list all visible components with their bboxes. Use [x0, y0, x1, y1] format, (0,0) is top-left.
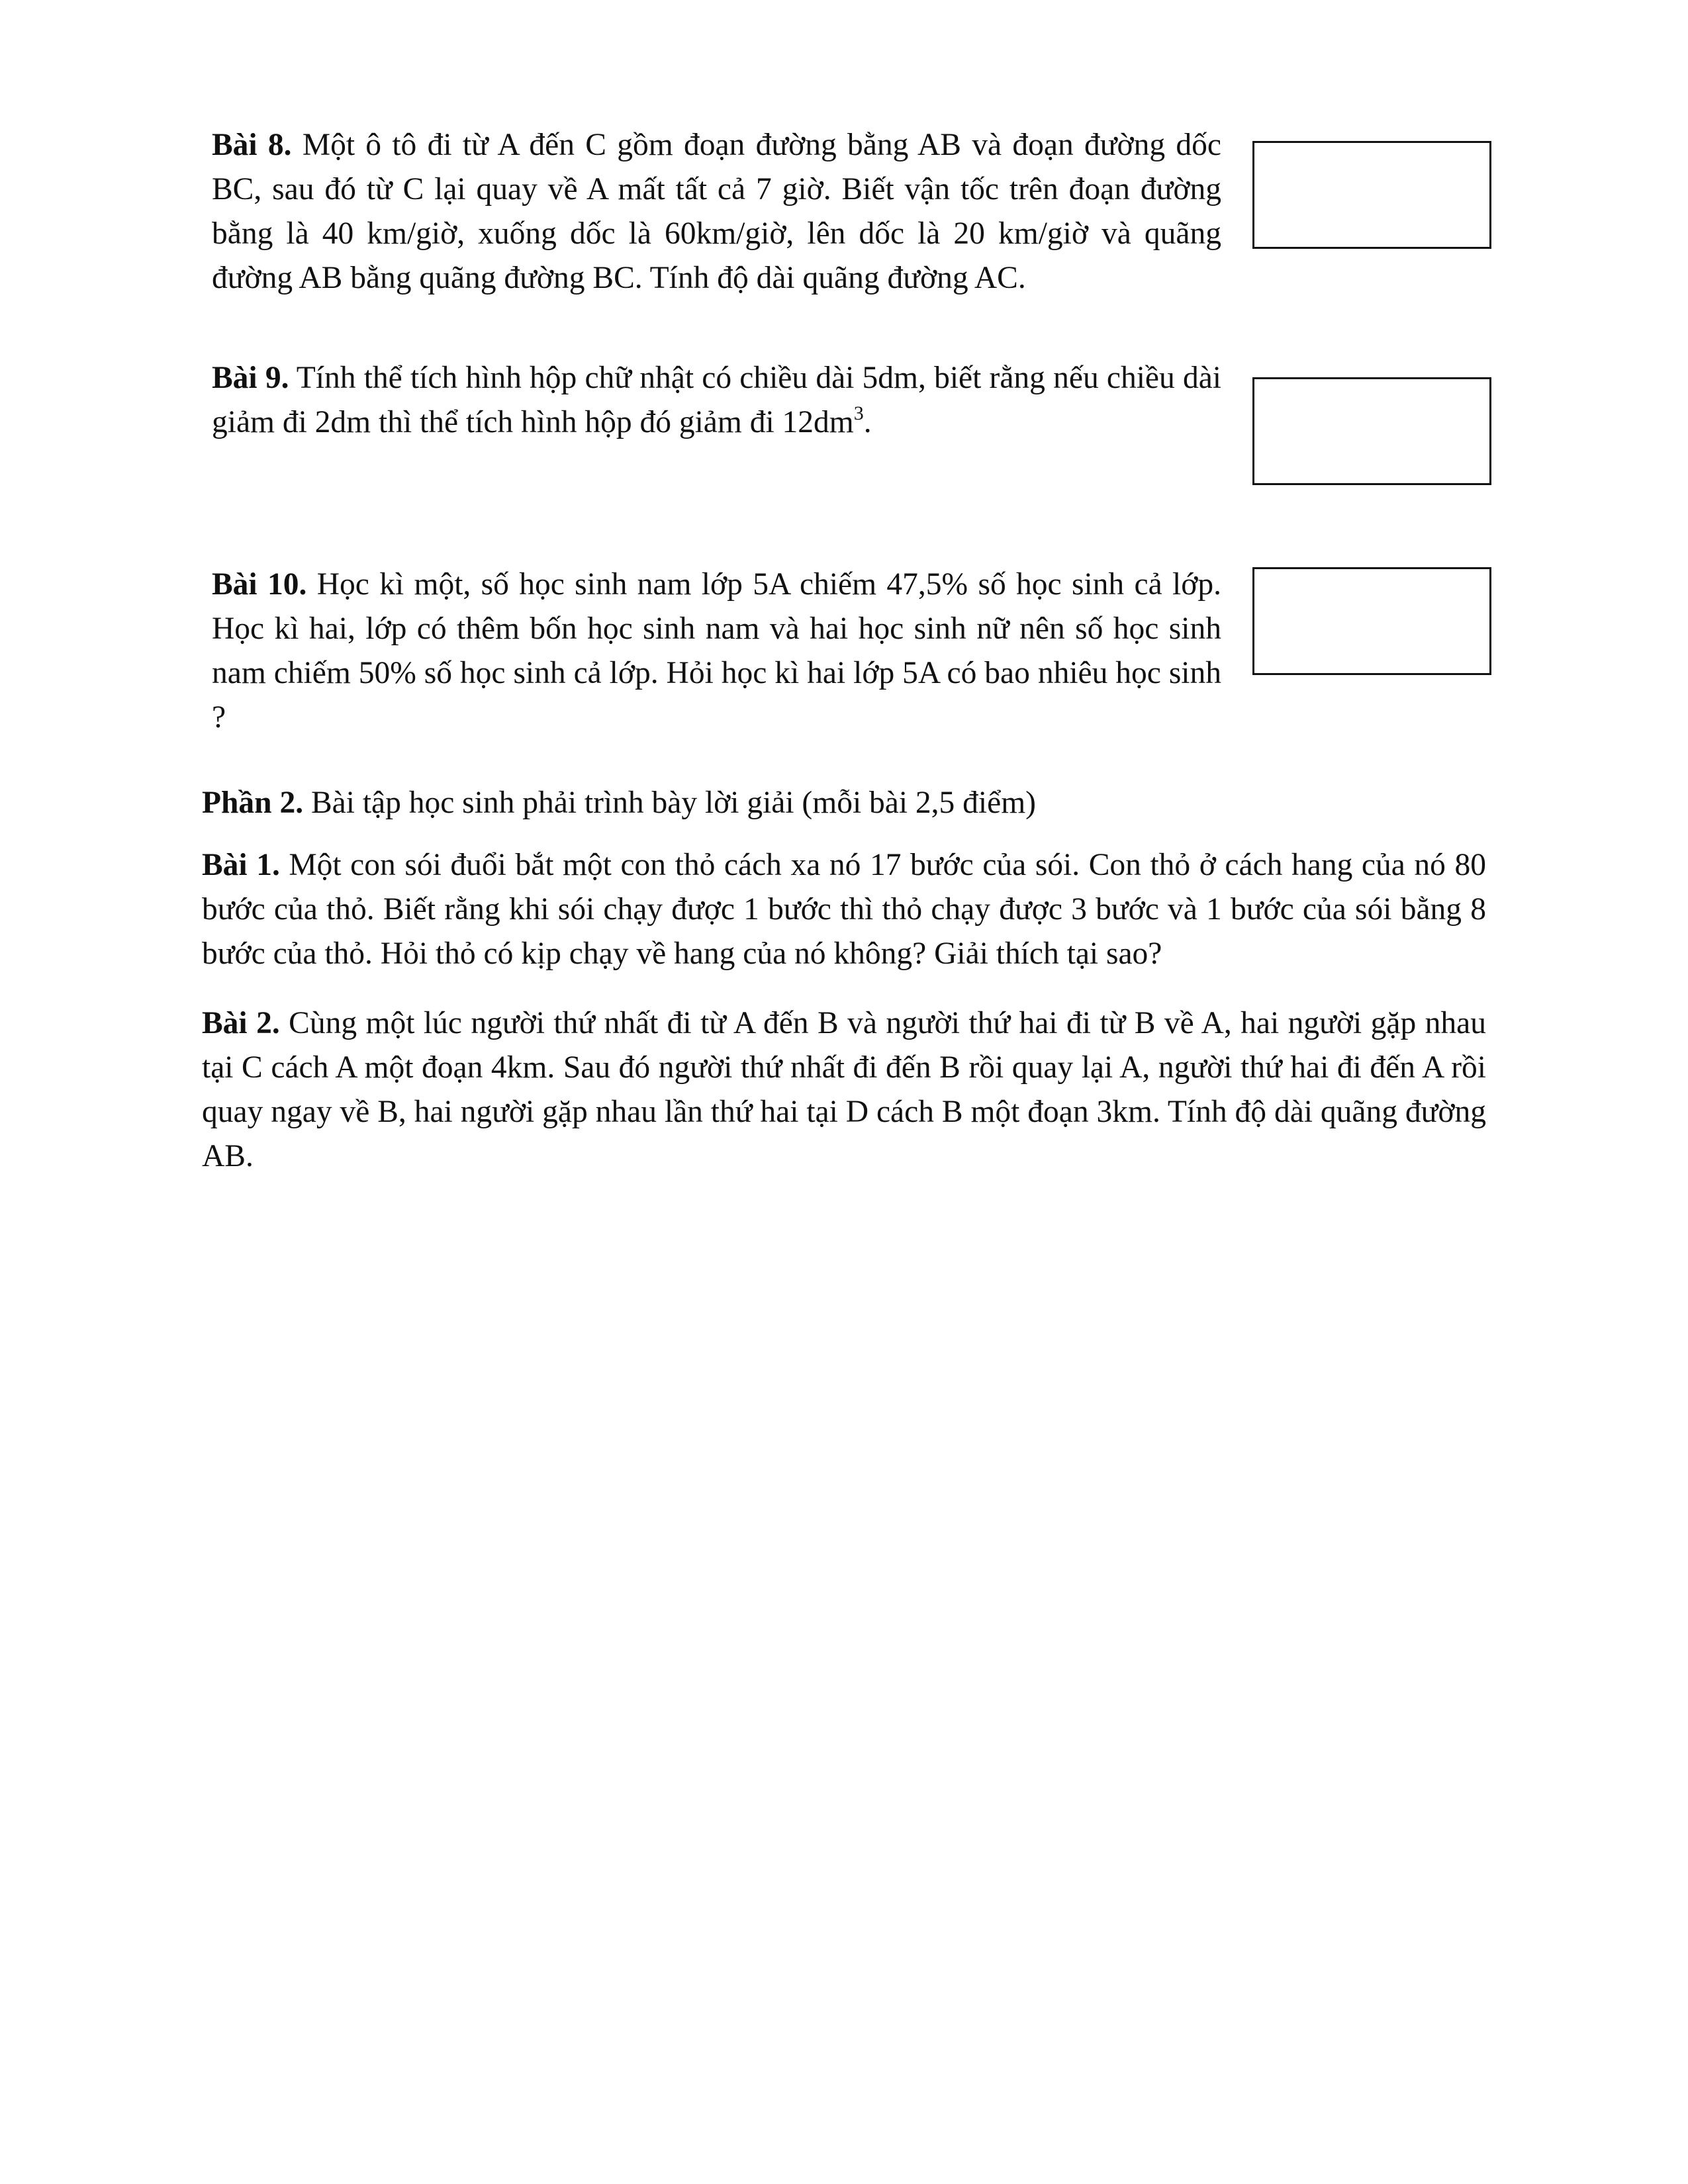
problem-9: [212, 356, 1221, 445]
part-2-heading: [202, 781, 1486, 825]
problem-9-tail: .: [863, 405, 872, 439]
part-2-problem-2-text: Cùng một lúc người thứ nhất đi từ A đến B và người thứ hai đi từ B về A, hai người gặp nhau tại C cách A một đoạn 4km. Sau đó người thứ nhất đi đến B rồi quay lại A, người thứ hai đi đến A rồi quay ngay về B, hai người gặp nhau lần thứ hai tại D cách B một đoạn 3km. Tính độ dài quãng đường AB.: [202, 1006, 1486, 1173]
problem-10: [212, 563, 1221, 740]
problem-9-label: Bài 9.: [212, 361, 289, 395]
part-2-label: Phần 2.: [202, 786, 304, 820]
answer-box-9[interactable]: [1252, 377, 1491, 485]
part-2-problem-1-text: Một con sói đuổi bắt một con thỏ cách xa nó 17 bước của sói. Con thỏ ở cách hang của nó 80 bước của thỏ. Biết rằng khi sói chạy được 1 bước thì thỏ chạy được 3 bước và 1 bước của sói bằng 8 bước của thỏ. Hỏi thỏ có kịp chạy về hang của nó không? Giải thích tại sao?: [202, 848, 1486, 971]
problem-9-text: Tính thể tích hình hộp chữ nhật có chiều dài 5dm, biết rằng nếu chiều dài giảm đi 2dm thì thể tích hình hộp đó giảm đi 12dm: [212, 361, 1221, 439]
part-2-instruction: Bài tập học sinh phải trình bày lời giải (mỗi bài 2,5 điểm): [303, 786, 1036, 820]
answer-box-10[interactable]: [1252, 567, 1491, 675]
problem-8: [212, 123, 1221, 300]
answer-box-8[interactable]: [1252, 141, 1491, 249]
problem-8-text: Một ô tô đi từ A đến C gồm đoạn đường bằng AB và đoạn đường dốc BC, sau đó từ C lại quay về A mất tất cả 7 giờ. Biết vận tốc trên đoạn đường bằng là 40 km/giờ, xuống dốc là 60km/giờ, lên dốc là 20 km/giờ và quãng đường AB bằng quãng đường BC. Tính độ dài quãng đường AC.: [212, 128, 1221, 295]
problem-8-label: Bài 8.: [212, 128, 292, 162]
part-2-problem-1-label: Bài 1.: [202, 848, 280, 882]
problem-10-text: Học kì một, số học sinh nam lớp 5A chiếm 47,5% số học sinh cả lớp. Học kì hai, lớp có thêm bốn học sinh nam và hai học sinh nữ nên số học sinh nam chiếm 50% số học sinh cả lớp. Hỏi học kì hai lớp 5A có bao nhiêu học sinh ?: [212, 567, 1221, 735]
part-2-problem-2-label: Bài 2.: [202, 1006, 280, 1040]
part-2-problem-2: [202, 1001, 1486, 1179]
problem-10-label: Bài 10.: [212, 567, 307, 602]
problem-9-superscript: 3: [853, 402, 864, 425]
part-2-problem-1: [202, 843, 1486, 976]
